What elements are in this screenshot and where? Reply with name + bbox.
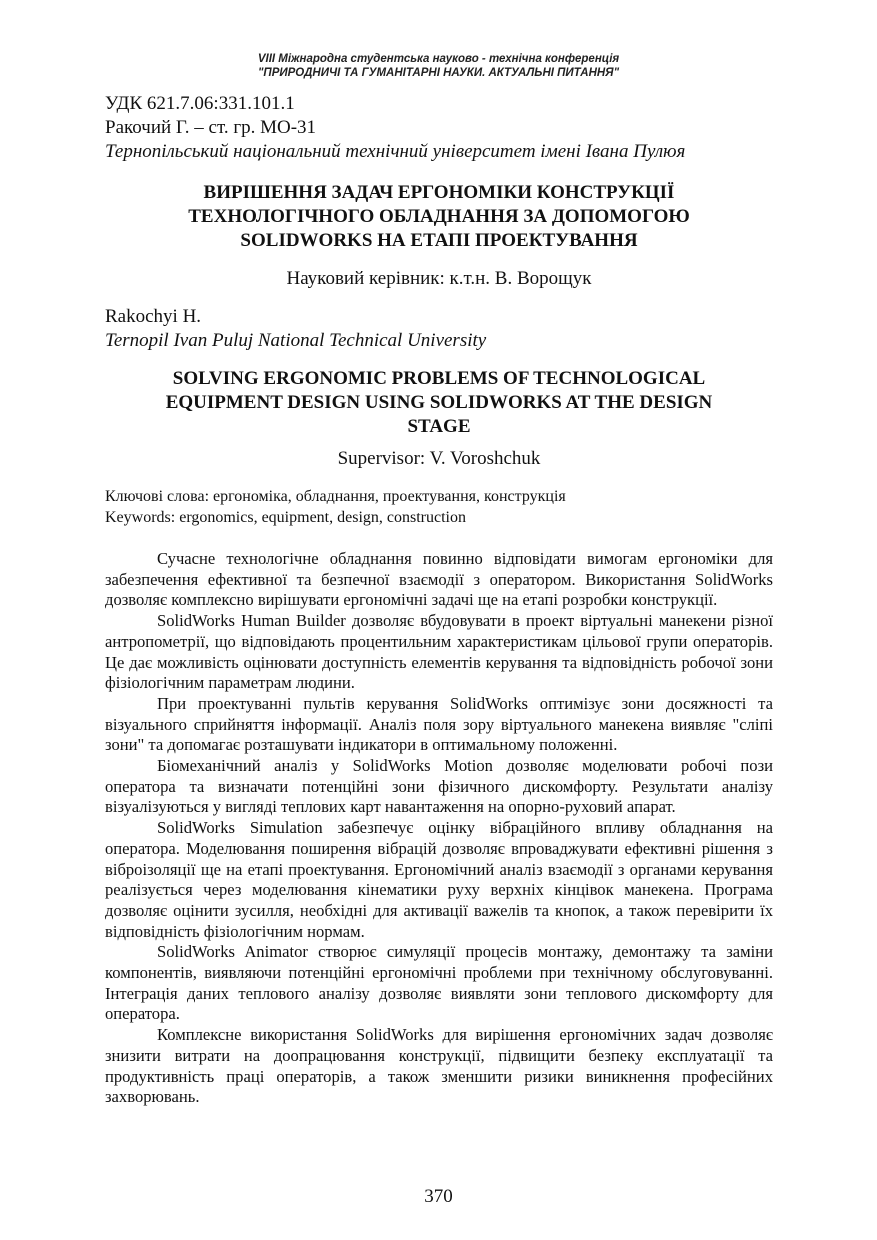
paragraph: SolidWorks Simulation забезпечує оцінку вібраційного впливу обладнання на оператора. Моделювання поширення вібрацій дозволяє впроваджувати ефективні рішення з віброізоляції ще на етапі проектування. Ергономічний аналіз взаємодії з органами керування реалізується через моделювання кінематики руху верхніх кінцівок манекена. Програма дозволяє оцінити зусилля, необхідні для активації важелів та кнопок, а також перевірити їх відповідність фізіологічним нормам. <box>105 818 773 941</box>
author-ua: Ракочий Г. – ст. гр. МО-31 <box>105 117 317 138</box>
affiliation-en: Ternopil Ivan Puluj National Technical University <box>105 330 487 351</box>
page-number: 370 <box>424 1186 453 1207</box>
udk-code: УДК 621.7.06:331.101.1 <box>105 93 295 114</box>
keywords-ua: Ключові слова: ергономіка, обладнання, проектування, конструкція <box>105 488 566 505</box>
title-en: SOLVING ERGONOMIC PROBLEMS OF TECHNOLOGICAL EQUIPMENT DESIGN USING SOLIDWORKS AT THE DESIGN STAGE <box>165 368 713 437</box>
supervisor-ua: Науковий керівник: к.т.н. В. Ворощук <box>286 268 592 289</box>
paragraph: SolidWorks Animator створює симуляції процесів монтажу, демонтажу та заміни компонентів, виявляючи потенційні ергономічні проблеми при технічному обслуговуванні. Інтеграція даних теплового аналізу дозволяє виявляти зони теплового дискомфорту для оператора. <box>105 942 773 1024</box>
affiliation-ua: Тернопільський національний технічний університет імені Івана Пулюя <box>105 141 686 162</box>
keywords-block <box>105 486 773 528</box>
author-en: Rakochyi H. <box>105 306 202 327</box>
paragraph: SolidWorks Human Builder дозволяє вбудовувати в проект віртуальні манекени різної антропометрії, що відповідають процентильним характеристикам цільової групи операторів. Це дає можливість оцінювати доступність елементів керування та відповідність робочої зони фізіологічним параметрам людини. <box>105 611 773 693</box>
conference-header <box>0 52 877 80</box>
keywords-en: Keywords: ergonomics, equipment, design, construction <box>105 509 466 526</box>
paragraph: При проектуванні пультів керування SolidWorks оптимізує зони досяжності та візуального сприйняття інформації. Аналіз поля зору віртуального манекена виявляє "сліпі зони" та допомагає розташувати індикатори в оптимальному положенні. <box>105 693 773 755</box>
paragraph: Комплексне використання SolidWorks для вирішення ергономічних задач дозволяє знизити витрати на доопрацювання конструкції, підвищити безпеку експлуатації та продуктивність праці операторів, а також зменшити ризики виникнення професійних захворювань. <box>105 1025 773 1107</box>
paper-content <box>105 92 773 1108</box>
conference-header-line1: VIII Міжнародна студентська науково - технічна конференція <box>257 53 620 65</box>
paragraph: Біомеханічний аналіз у SolidWorks Motion дозволяє моделювати робочі пози оператора та визначати потенційні зони фізичного дискомфорту. Результати аналізу візуалізуються у вигляді теплових карт навантаження на опорно-руховий апарат. <box>105 756 773 817</box>
paragraph: Сучасне технологічне обладнання повинно відповідати вимогам ергономіки для забезпечення ефективної та безпечної взаємодії з оператором. Використання SolidWorks дозволяє комплексно вирішувати ергономічні задачі ще на етапі розробки конструкції. <box>105 549 773 610</box>
title-ua: ВИРІШЕННЯ ЗАДАЧ ЕРГОНОМІКИ КОНСТРУКЦІЇ ТЕХНОЛОГІЧНОГО ОБЛАДНАННЯ ЗА ДОПОМОГОЮ SOLIDWORKS НА ЕТАПІ ПРОЕКТУВАННЯ <box>188 182 690 251</box>
conference-header-line2: "ПРИРОДНИЧІ ТА ГУМАНІТАРНІ НАУКИ. АКТУАЛЬНІ ПИТАННЯ" <box>257 67 620 79</box>
supervisor-en: Supervisor: V. Voroshchuk <box>337 448 541 469</box>
body-text <box>105 549 773 1108</box>
